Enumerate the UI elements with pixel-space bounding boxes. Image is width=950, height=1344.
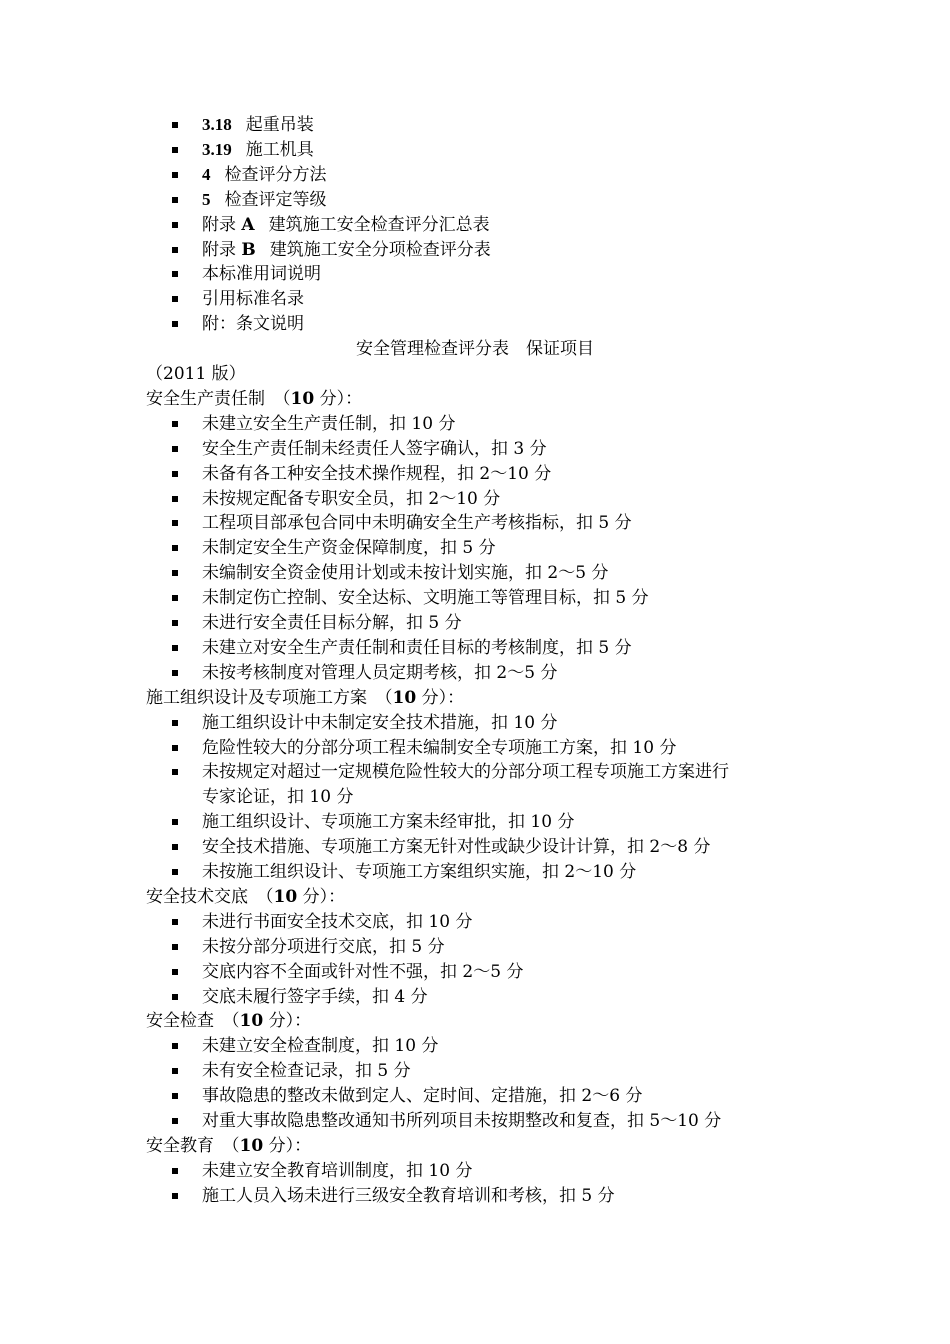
toc-bullet: [172, 321, 178, 327]
toc-bullet: [172, 222, 178, 228]
deduction-item: 专家论证，扣 10 分: [202, 787, 354, 808]
toc-number: 4: [202, 164, 211, 184]
score-open: （: [214, 1011, 240, 1032]
item-bullet: [172, 1168, 178, 1174]
deduction-item: 交底内容不全面或针对性不强，扣 2～5 分: [202, 961, 524, 982]
score-unit: 分）：: [263, 1011, 312, 1032]
item-bullet: [172, 620, 178, 626]
section-heading: [146, 1009, 311, 1033]
score-unit: 分）：: [263, 1135, 312, 1156]
item-bullet: [172, 446, 178, 452]
edition-label: （2011 版）: [146, 364, 246, 384]
toc-item: [202, 113, 314, 137]
toc-item: [202, 287, 304, 311]
section-score: 10: [392, 687, 417, 708]
deduction-item: 未按分部分项进行交底，扣 5 分: [202, 936, 445, 957]
item-bullet: [172, 720, 178, 726]
item-bullet: [172, 1093, 178, 1099]
score-open: （: [367, 687, 393, 708]
toc-number: 5: [202, 189, 211, 209]
toc-bullet: [172, 172, 178, 178]
item-bullet: [172, 421, 178, 427]
deduction-item: 未进行书面安全技术交底，扣 10 分: [202, 911, 473, 932]
toc-text: 建筑施工安全检查评分汇总表: [268, 214, 490, 235]
deduction-item: 安全生产责任制未经责任人签字确认，扣 3 分: [202, 438, 547, 459]
item-bullet: [172, 1118, 178, 1124]
toc-bullet: [172, 147, 178, 153]
toc-item: [202, 262, 321, 286]
item-bullet: [172, 969, 178, 975]
deduction-item: 未编制安全资金使用计划或未按计划实施，扣 2～5 分: [202, 563, 609, 584]
toc-item: [202, 213, 490, 237]
toc-item: [202, 238, 491, 262]
toc-text: 本标准用词说明: [202, 264, 321, 285]
score-unit: 分）：: [314, 388, 363, 409]
score-unit: 分）：: [297, 886, 346, 907]
deduction-item: 未按施工组织设计、专项施工方案组织实施，扣 2～10 分: [202, 862, 637, 882]
item-bullet: [172, 869, 178, 875]
deduction-item: 对重大事故隐患整改通知书所列项目未按期整改和复查，扣 5～10 分: [202, 1111, 722, 1131]
toc-item: [202, 312, 304, 336]
item-bullet: [172, 745, 178, 751]
deduction-item: 施工人员入场未进行三级安全教育培训和考核，扣 5 分: [202, 1185, 615, 1206]
toc-number: 3.19: [202, 139, 232, 159]
score-open: （: [248, 886, 274, 907]
toc-bullet: [172, 122, 178, 128]
toc-appendix-letter: A: [241, 214, 255, 235]
deduction-item: 未制定安全生产资金保障制度，扣 5 分: [202, 538, 496, 559]
section-score: 10: [273, 886, 298, 907]
item-bullet: [172, 570, 178, 576]
toc-prefix: 附录: [202, 239, 242, 260]
toc-prefix: 附录: [202, 214, 242, 235]
deduction-item: 事故隐患的整改未做到定人、定时间、定措施，扣 2～6 分: [202, 1086, 643, 1107]
toc-bullet: [172, 247, 178, 253]
item-bullet: [172, 1043, 178, 1049]
toc-item: [202, 138, 314, 162]
deduction-item: 施工组织设计中未制定安全技术措施，扣 10 分: [202, 712, 558, 733]
item-bullet: [172, 819, 178, 825]
item-bullet: [172, 670, 178, 676]
item-bullet: [172, 1068, 178, 1074]
toc-text: 检查评定等级: [224, 189, 327, 210]
item-bullet: [172, 545, 178, 551]
toc-number: 3.18: [202, 115, 232, 134]
toc-text: 施工机具: [245, 139, 314, 160]
deduction-item: 未制定伤亡控制、安全达标、文明施工等管理目标，扣 5 分: [202, 588, 649, 609]
item-bullet: [172, 994, 178, 1000]
item-bullet: [172, 1193, 178, 1199]
score-unit: 分）：: [416, 687, 465, 708]
section-heading: [146, 387, 362, 411]
deduction-item: 未有安全检查记录，扣 5 分: [202, 1061, 411, 1082]
deduction-item: 未建立安全教育培训制度，扣 10 分: [202, 1160, 473, 1181]
item-bullet: [172, 919, 178, 925]
toc-text: 起重吊装: [245, 115, 314, 135]
toc-bullet: [172, 271, 178, 277]
deduction-item: 未按规定配备专职安全员，扣 2～10 分: [202, 488, 501, 509]
deduction-item: 安全技术措施、专项施工方案无针对性或缺少设计计算，扣 2～8 分: [202, 837, 711, 858]
item-bullet: [172, 520, 178, 526]
toc-text: 建筑施工安全分项检查评分表: [269, 239, 491, 260]
section-heading-text: 安全教育: [146, 1135, 214, 1156]
section-heading-text: 施工组织设计及专项施工方案: [146, 687, 367, 708]
deduction-item: 未建立安全生产责任制，扣 10 分: [202, 413, 456, 434]
section-heading-text: 安全生产责任制: [146, 388, 265, 409]
toc-appendix-letter: B: [241, 239, 256, 260]
deduction-item: 工程项目部承包合同中未明确安全生产考核指标，扣 5 分: [202, 513, 632, 534]
score-open: （: [265, 388, 291, 409]
deduction-item: 未进行安全责任目标分解，扣 5 分: [202, 613, 462, 633]
section-heading-text: 安全技术交底: [146, 886, 248, 907]
toc-item: [202, 163, 327, 187]
deduction-item: 未按规定对超过一定规模危险性较大的分部分项工程专项施工方案进行: [202, 762, 729, 783]
toc-text: 引用标准名录: [202, 289, 304, 310]
table-title: 安全管理检查评分表 保证项目: [356, 339, 594, 360]
section-heading: [146, 885, 345, 909]
item-bullet: [172, 844, 178, 850]
score-open: （: [214, 1135, 240, 1156]
toc-text: 检查评分方法: [224, 164, 327, 185]
section-score: 10: [290, 388, 315, 409]
section-score: 10: [239, 1135, 264, 1156]
deduction-item: 施工组织设计、专项施工方案未经审批，扣 10 分: [202, 812, 575, 833]
section-heading: [146, 686, 464, 710]
toc-text: 附：条文说明: [202, 314, 304, 335]
section-heading-text: 安全检查: [146, 1011, 214, 1032]
deduction-item: 危险性较大的分部分项工程未编制安全专项施工方案，扣 10 分: [202, 737, 677, 758]
toc-bullet: [172, 197, 178, 203]
toc-item: [202, 188, 327, 212]
item-bullet: [172, 769, 178, 775]
item-bullet: [172, 496, 178, 502]
section-score: 10: [239, 1011, 264, 1032]
deduction-item: 未建立安全检查制度，扣 10 分: [202, 1036, 439, 1057]
section-heading: [146, 1134, 311, 1158]
deduction-item: 未备有各工种安全技术操作规程，扣 2～10 分: [202, 463, 552, 484]
item-bullet: [172, 944, 178, 950]
item-bullet: [172, 471, 178, 477]
deduction-item: 未建立对安全生产责任制和责任目标的考核制度，扣 5 分: [202, 637, 632, 658]
item-bullet: [172, 595, 178, 601]
item-bullet: [172, 645, 178, 651]
toc-bullet: [172, 296, 178, 302]
deduction-item: 交底未履行签字手续，扣 4 分: [202, 986, 428, 1007]
deduction-item: 未按考核制度对管理人员定期考核，扣 2～5 分: [202, 662, 558, 683]
